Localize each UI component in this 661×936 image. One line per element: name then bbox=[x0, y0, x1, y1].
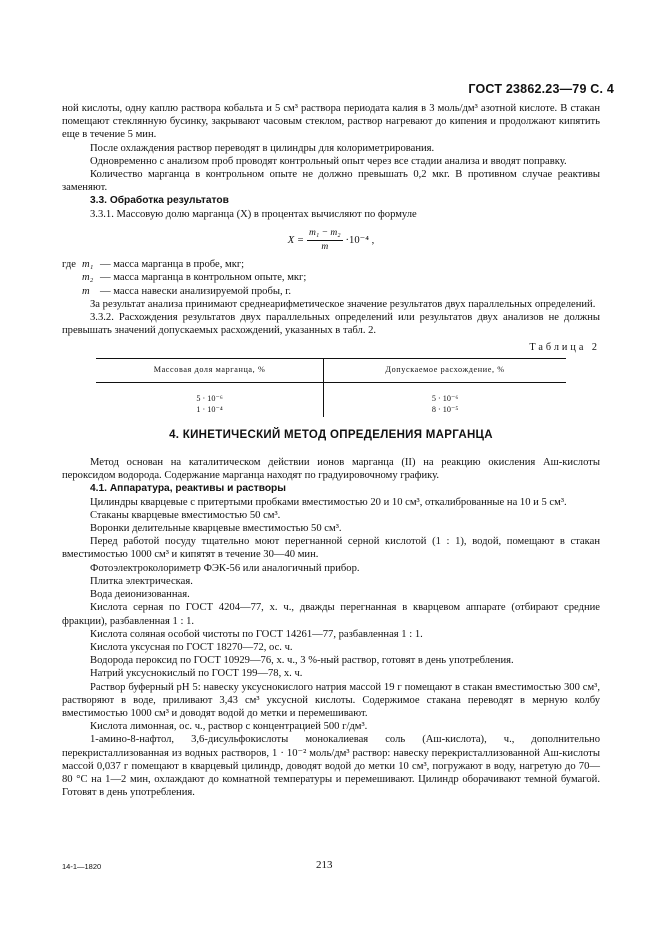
list-item: 1-амино-8-нафтол, 3,6-дисульфокислоты монокалиевая соль (Аш-кислота), ч., дополнительно перекристаллизованная из водных растворов, 1 · 10⁻² моль/дм³ раствор: навеску перекристаллизованной Аш-кислоты массой 0,037 г помещают в кварцевый цилиндр, доводят водой до метки 10 см³, погружают в воду, нагретую до 70—80 °С на 1—2 мин, охлаждают до комнатной температуры и перемешивают. Цилиндр оборачивают темной бумагой. Готовят в день употребления. bbox=[62, 734, 600, 799]
formula-fraction bbox=[307, 227, 343, 254]
paragraph: ной кислоты, одну каплю раствора кобальта и 5 см³ раствора периодата калия в 3 моль/дм³ азотной кислоте. В стакан помещают стеклянную бусинку, закрывают часовым стеклом, раствор нагревают до кипения и продолжают кипятить еще в течение 5 мин. bbox=[62, 103, 600, 141]
paragraph: За результат анализа принимают среднеарифметическое значение результатов двух параллельных определений. bbox=[90, 298, 596, 310]
list-item: Вода деионизованная. bbox=[90, 589, 190, 601]
formula bbox=[62, 227, 600, 254]
page-number: 213 bbox=[316, 859, 333, 871]
paragraph: Метод основан на каталитическом действии ионов марганца (II) на реакцию окисления Аш-кислоты пероксидом водорода. Содержание марганца находят по градуировочному графику. bbox=[62, 457, 600, 482]
list-item: Кислота соляная особой чистоты по ГОСТ 14261—77, разбавленная 1 : 1. bbox=[90, 628, 423, 640]
legend-prefix bbox=[62, 271, 82, 284]
list-item: Кислота уксусная по ГОСТ 18270—72, ос. ч. bbox=[90, 641, 293, 653]
table-cell-column bbox=[324, 382, 566, 417]
table-header: Допускаемое расхождение, % bbox=[324, 358, 566, 382]
list-item: Кислота лимонная, ос. ч., раствор с концентрацией 500 г/дм³. bbox=[90, 721, 368, 733]
list-item: Воронки делительные кварцевые вместимостью 50 см³. bbox=[90, 523, 342, 535]
table-cell: 8 · 10⁻⁵ bbox=[431, 404, 459, 414]
formula-numerator: m₁ − m₂ bbox=[307, 227, 343, 241]
formula-rhs: ·10⁻⁴ , bbox=[345, 234, 375, 246]
legend-text: — масса марганца в контрольном опыте, мкг; bbox=[100, 272, 307, 284]
formula-legend bbox=[62, 258, 600, 298]
legend-text: — масса марганца в пробе, мкг; bbox=[100, 259, 245, 271]
table-caption: Таблица 2 bbox=[529, 342, 600, 354]
list-item: Водорода пероксид по ГОСТ 10929—76, х. ч., 3 %-ный раствор, готовят в день употребления. bbox=[90, 655, 514, 667]
paragraph: Количество марганца в контрольном опыте не должно превышать 0,2 мкг. В противном случае реактивы заменяют. bbox=[62, 169, 600, 194]
list-item: Цилиндры кварцевые с притертыми пробками вместимостью 20 и 10 см³, откалиброванные на 10 и 5 см³. bbox=[90, 496, 567, 508]
footer-code: 14-1—1820 bbox=[62, 862, 102, 871]
table-header: Массовая доля марганца, % bbox=[96, 358, 324, 382]
legend-item bbox=[62, 258, 600, 271]
legend-prefix: где bbox=[62, 259, 76, 271]
legend-symbol: m₂ bbox=[82, 272, 94, 284]
table-cell: 5 · 10⁻⁶ bbox=[196, 393, 223, 403]
paragraph: Одновременно с анализом проб проводят контрольный опыт через все стадии анализа и вводят поправку. bbox=[90, 155, 567, 167]
legend-item bbox=[62, 285, 600, 298]
list-item: Натрий уксуснокислый по ГОСТ 199—78, х. ч. bbox=[90, 668, 303, 680]
paragraph: После охлаждения раствор переводят в цилиндры для колориметрирования. bbox=[90, 142, 435, 154]
list-item: Фотоэлектроколориметр ФЭК-56 или аналогичный прибор. bbox=[90, 562, 360, 574]
list-item: Перед работой посуду тщательно моют перегнанной серной кислотой (1 : 1), водой, помещают в стакан вместимостью 1000 см³ и кипятят в течение 30—40 мин. bbox=[62, 536, 600, 561]
legend-symbol: m bbox=[82, 285, 90, 297]
paragraph: 3.3.2. Расхождения результатов двух параллельных определений или результатов двух анализов не должны превышать значений допускаемых расхождений, указанных в табл. 2. bbox=[62, 312, 600, 337]
table-cell: 1 · 10⁻⁴ bbox=[196, 404, 223, 414]
formula-denominator: m bbox=[321, 242, 329, 253]
formula-lhs: X = bbox=[287, 234, 305, 246]
list-item: Стаканы кварцевые вместимостью 50 см³. bbox=[90, 509, 281, 521]
legend-prefix bbox=[62, 285, 82, 298]
page-header: ГОСТ 23862.23—79 С. 4 bbox=[468, 82, 614, 96]
table-2 bbox=[96, 358, 566, 417]
section-heading: 3.3. Обработка результатов bbox=[90, 195, 229, 207]
legend-symbol: m₁ bbox=[82, 259, 94, 271]
list-item: Кислота серная по ГОСТ 4204—77, х. ч., дважды перегнанная в кварцевом аппарате (отбирают средние фракции), разбавленная 1 : 1. bbox=[62, 602, 600, 627]
legend-item bbox=[62, 271, 600, 284]
legend-text: — масса навески анализируемой пробы, г. bbox=[100, 285, 292, 297]
table-cell-column bbox=[96, 382, 324, 417]
section-heading: 4.1. Аппаратура, реактивы и растворы bbox=[90, 483, 286, 495]
table-cell: 5 · 10⁻⁶ bbox=[431, 393, 459, 403]
paragraph: 3.3.1. Массовую долю марганца (X) в процентах вычисляют по формуле bbox=[90, 208, 417, 220]
document-body bbox=[62, 102, 600, 799]
list-item: Раствор буферный рН 5: навеску уксуснокислого натрия массой 19 г помещают в стакан вместимостью 300 см³, растворяют в воде, приливают 3,43 см³ уксусной кислоты. Содержимое стакана переводят в мерную колбу вместимостью 1000 см³ и доводят водой до метки и перемешивают. bbox=[62, 681, 600, 719]
section-title: 4. КИНЕТИЧЕСКИЙ МЕТОД ОПРЕДЕЛЕНИЯ МАРГАНЦА bbox=[169, 428, 493, 441]
list-item: Плитка электрическая. bbox=[90, 575, 193, 587]
